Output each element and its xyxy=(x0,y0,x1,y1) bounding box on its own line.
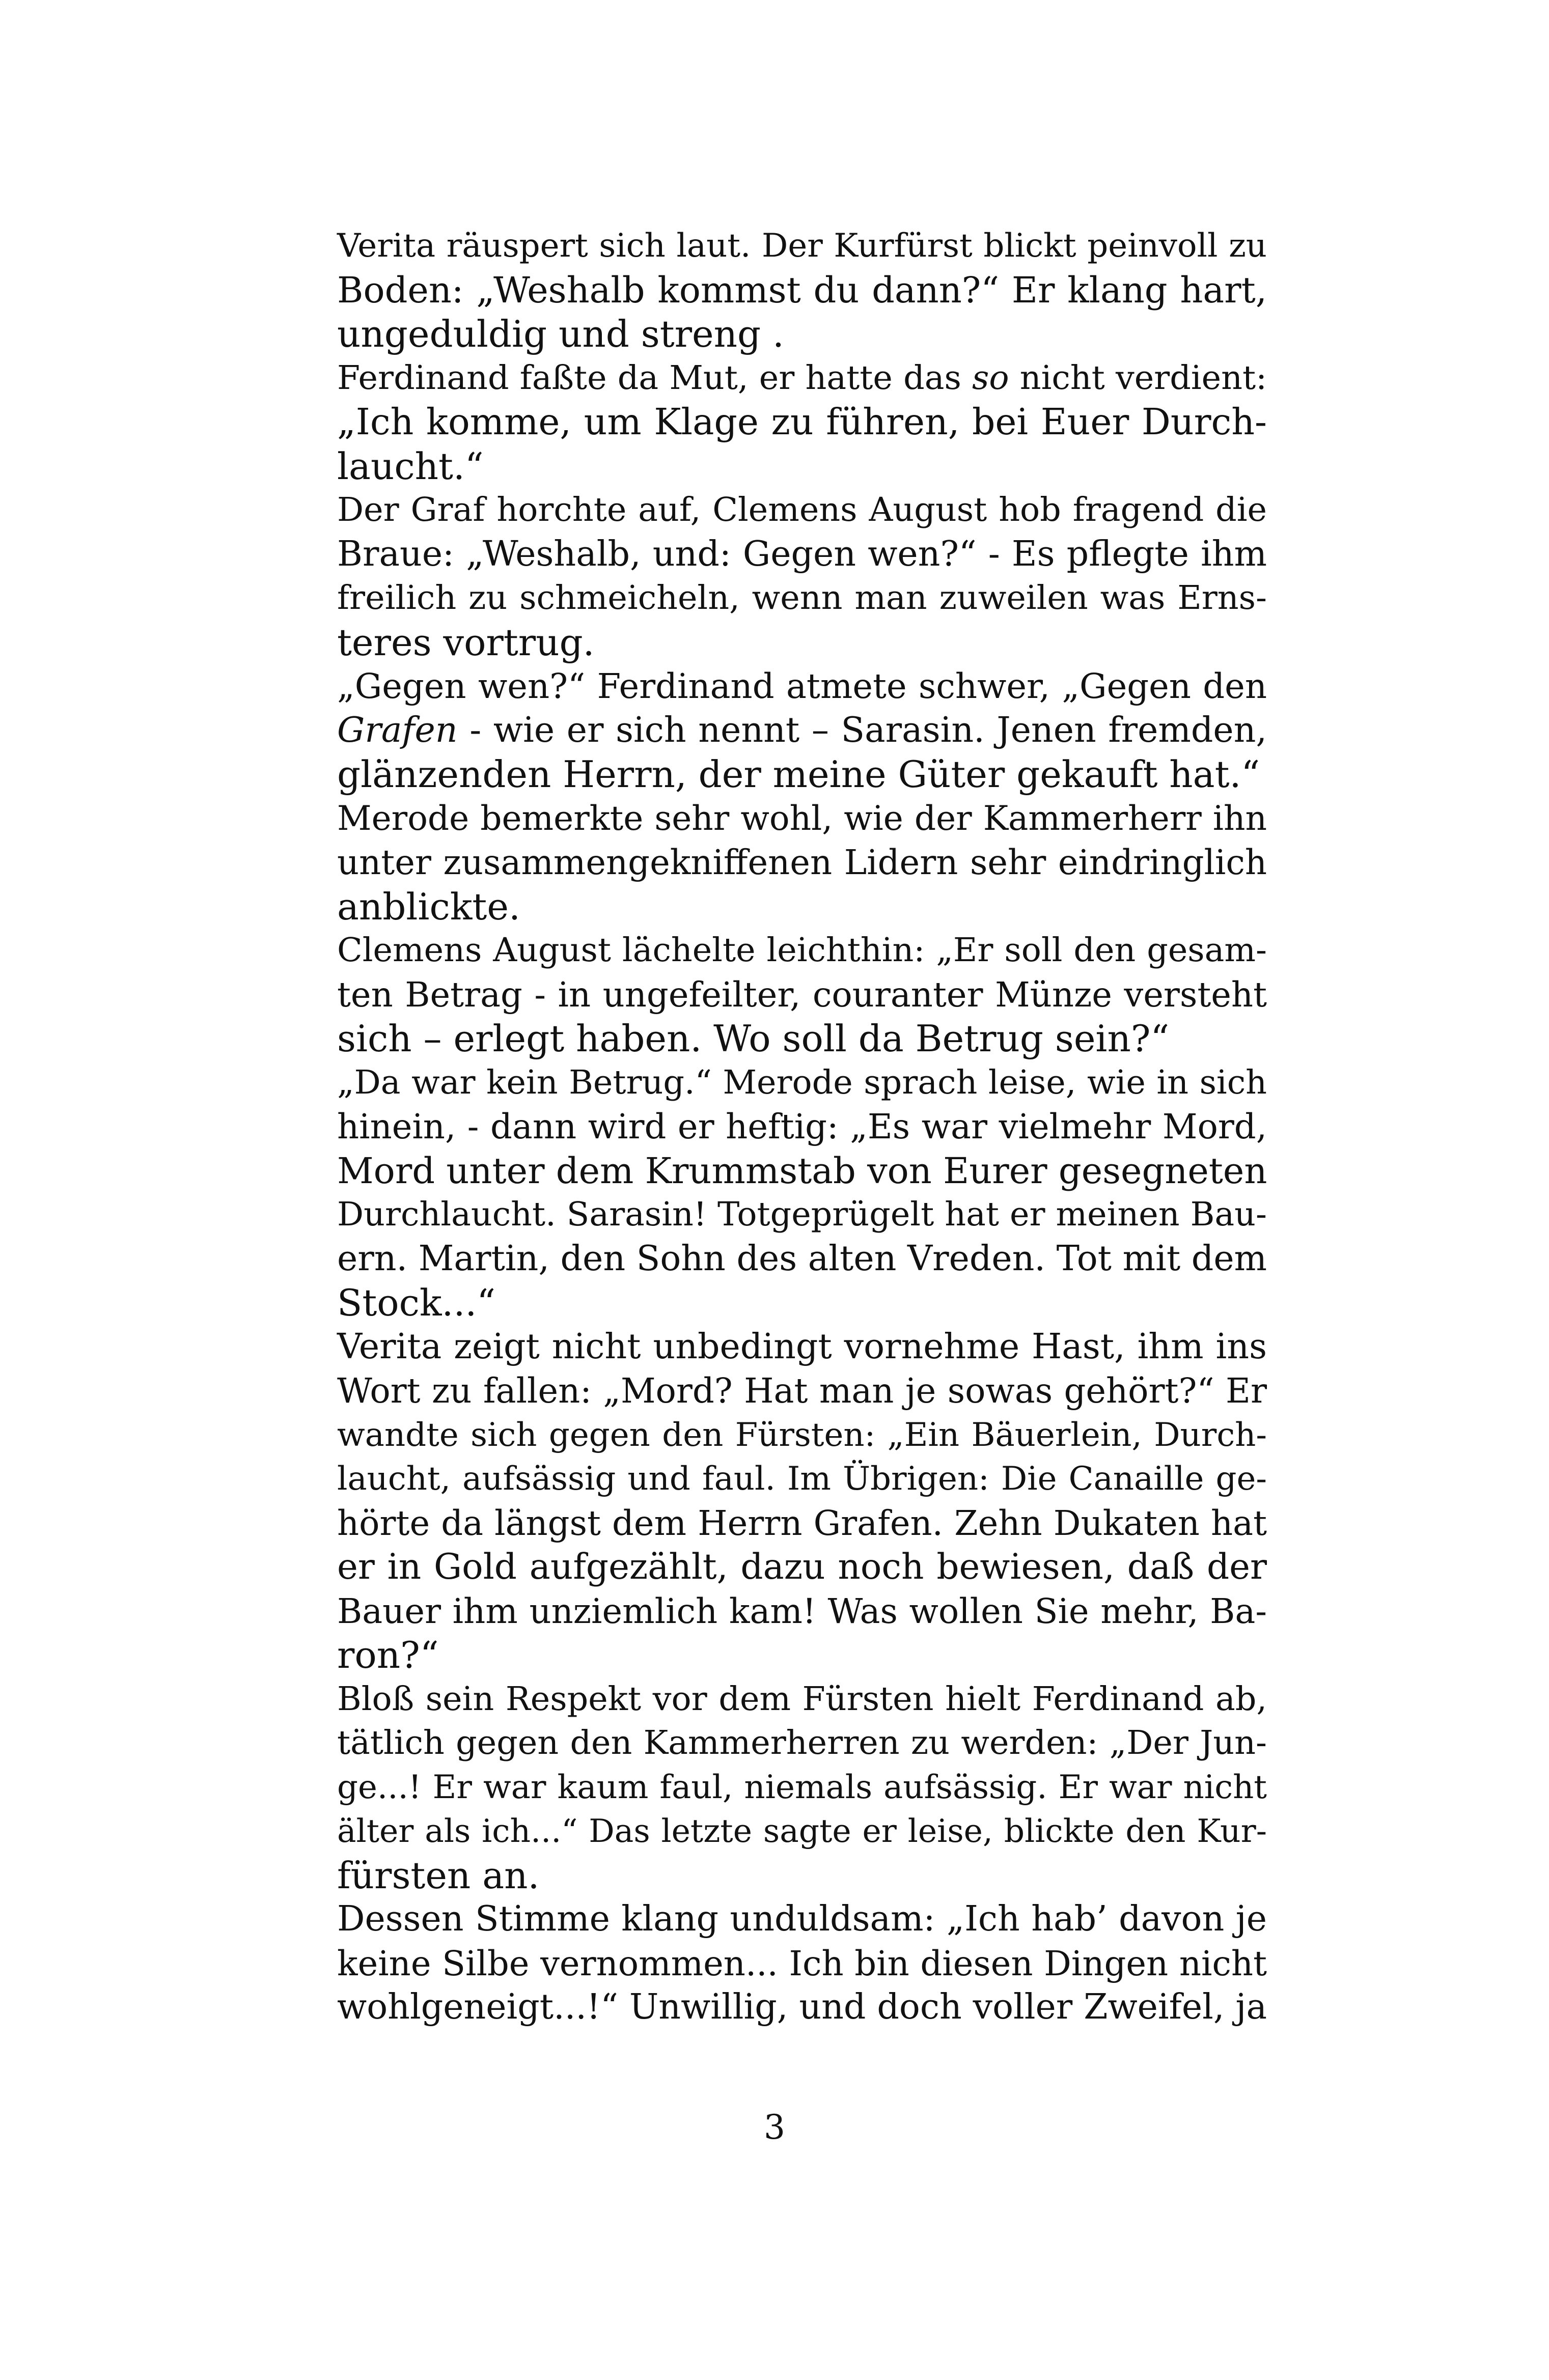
text-segment: glänzenden Herrn, der meine Güter gekauft hat.“ xyxy=(337,753,1260,796)
text-line xyxy=(337,1545,1267,1589)
text-line xyxy=(337,841,1267,885)
text-line xyxy=(337,885,1267,929)
body-text xyxy=(337,224,1267,2030)
text-segment: Clemens August lächelte leichthin: „Er soll den gesam- xyxy=(337,931,1267,969)
text-segment: Verita zeigt nicht unbedingt vornehme Hast, ihm ins xyxy=(337,1326,1267,1367)
text-line xyxy=(337,752,1267,797)
text-line xyxy=(337,1985,1267,2030)
text-segment: ten Betrag - in ungefeilter, couranter Münze versteht xyxy=(337,974,1267,1015)
text-line xyxy=(337,1237,1267,1281)
text-segment: laucht, aufsässig und faul. Im Übrigen: Die Canaille ge- xyxy=(337,1460,1267,1498)
text-segment: Merode bemerkte sehr wohl, wie der Kammerherr ihn xyxy=(337,798,1267,838)
text-segment: tätlich gegen den Kammerherren zu werden: „Der Jun- xyxy=(337,1724,1267,1762)
text-segment: Der Graf horchte auf, Clemens August hob fragend die xyxy=(337,491,1267,529)
text-line xyxy=(337,709,1267,753)
text-line xyxy=(337,1457,1267,1501)
text-line xyxy=(337,1766,1267,1810)
text-line xyxy=(337,1677,1267,1722)
text-line xyxy=(337,621,1267,665)
text-line xyxy=(337,1413,1267,1458)
text-segment: Dessen Stimme klang unduldsam: „Ich hab’ davon je xyxy=(337,1899,1267,1939)
text-line xyxy=(337,1854,1267,1898)
text-segment: Bauer ihm unziemlich kam! Was wollen Sie mehr, Ba- xyxy=(337,1591,1267,1631)
text-line xyxy=(337,533,1267,577)
text-line xyxy=(337,1501,1267,1546)
text-segment: Verita räuspert sich laut. Der Kurfürst blickt peinvoll zu xyxy=(337,227,1267,265)
text-segment: Stock...“ xyxy=(337,1281,496,1324)
text-segment: Wort zu fallen: „Mord? Hat man je sowas gehört?“ Er xyxy=(337,1371,1267,1411)
text-line xyxy=(337,1017,1267,1061)
text-line xyxy=(337,1149,1267,1193)
text-segment: Mord unter dem Krummstab von Eurer gesegneten xyxy=(337,1150,1267,1192)
page-number: 3 xyxy=(764,2108,785,2147)
text-segment: „Gegen wen?“ Ferdinand atmete schwer, „Gegen den xyxy=(337,666,1267,706)
text-line xyxy=(337,1809,1267,1854)
text-line xyxy=(337,664,1267,709)
text-segment: - wie er sich nennt – Sarasin. Jenen fremden, xyxy=(457,710,1267,750)
text-segment: laucht.“ xyxy=(337,444,484,488)
text-line xyxy=(337,224,1267,268)
text-segment: ge...! Er war kaum faul, niemals aufsässig. Er war nicht xyxy=(337,1768,1267,1806)
text-line xyxy=(337,444,1267,489)
text-line xyxy=(337,488,1267,533)
text-line xyxy=(337,973,1267,1017)
text-segment: unter zusammengekniffenen Lidern sehr eindringlich xyxy=(337,843,1267,882)
text-segment: er in Gold aufgezählt, dazu noch bewiesen, daß der xyxy=(337,1547,1267,1587)
text-segment: wohlgeneigt...!“ Unwillig, und doch voller Zweifel, ja xyxy=(337,1987,1267,2027)
text-segment: Ferdinand faßte da Mut, er hatte das xyxy=(337,358,973,397)
text-line xyxy=(337,1061,1267,1105)
text-segment: hörte da längst dem Herrn Grafen. Zehn Dukaten hat xyxy=(337,1503,1267,1543)
text-line xyxy=(337,268,1267,313)
text-line xyxy=(337,1633,1267,1677)
text-segment: ron?“ xyxy=(337,1634,439,1676)
text-line xyxy=(337,1193,1267,1237)
italic-text: so xyxy=(972,358,1009,397)
text-line xyxy=(337,1589,1267,1634)
text-line xyxy=(337,1105,1267,1149)
text-line xyxy=(337,929,1267,973)
text-line xyxy=(337,1721,1267,1766)
text-segment: hinein, - dann wird er heftig: „Es war vielmehr Mord, xyxy=(337,1107,1267,1146)
text-line xyxy=(337,1897,1267,1942)
text-line xyxy=(337,356,1267,401)
text-segment: nicht verdient: xyxy=(1009,358,1267,397)
text-segment: Boden: „Weshalb kommst du dann?“ Er klang hart, xyxy=(337,269,1267,311)
text-line xyxy=(337,312,1267,356)
text-segment: ern. Martin, den Sohn des alten Vreden. Tot mit dem xyxy=(337,1238,1267,1279)
italic-text: Grafen xyxy=(337,710,458,750)
text-segment: Durchlaucht. Sarasin! Totgeprügelt hat er meinen Bau- xyxy=(337,1195,1267,1234)
text-segment: fürsten an. xyxy=(337,1854,540,1897)
text-line xyxy=(337,1942,1267,1986)
text-segment: keine Silbe vernommen... Ich bin diesen Dingen nicht xyxy=(337,1943,1267,1983)
text-segment: Braue: „Weshalb, und: Gegen wen?“ - Es pflegte ihm xyxy=(337,534,1267,574)
text-segment: Bloß sein Respekt vor dem Fürsten hielt Ferdinand ab, xyxy=(337,1679,1267,1718)
text-segment: freilich zu schmeicheln, wenn man zuweilen was Erns- xyxy=(337,579,1267,617)
text-segment: wandte sich gegen den Fürsten: „Ein Bäuerlein, Durch- xyxy=(337,1416,1267,1454)
text-line xyxy=(337,576,1267,621)
text-segment: „Ich komme, um Klage zu führen, bei Euer Durch- xyxy=(337,401,1267,443)
text-segment: „Da war kein Betrug.“ Merode sprach leise, wie in sich xyxy=(337,1063,1267,1102)
text-segment: anblickte. xyxy=(337,885,520,928)
text-segment: teres vortrug. xyxy=(337,621,595,664)
text-line xyxy=(337,797,1267,841)
text-line xyxy=(337,1281,1267,1325)
text-segment: älter als ich...“ Das letzte sagte er leise, blickte den Kur- xyxy=(337,1812,1267,1850)
text-line xyxy=(337,400,1267,444)
text-line xyxy=(337,1325,1267,1369)
text-segment: sich – erlegt haben. Wo soll da Betrug sein?“ xyxy=(337,1017,1170,1060)
text-line xyxy=(337,1369,1267,1413)
text-segment: ungeduldig und streng . xyxy=(337,313,784,355)
